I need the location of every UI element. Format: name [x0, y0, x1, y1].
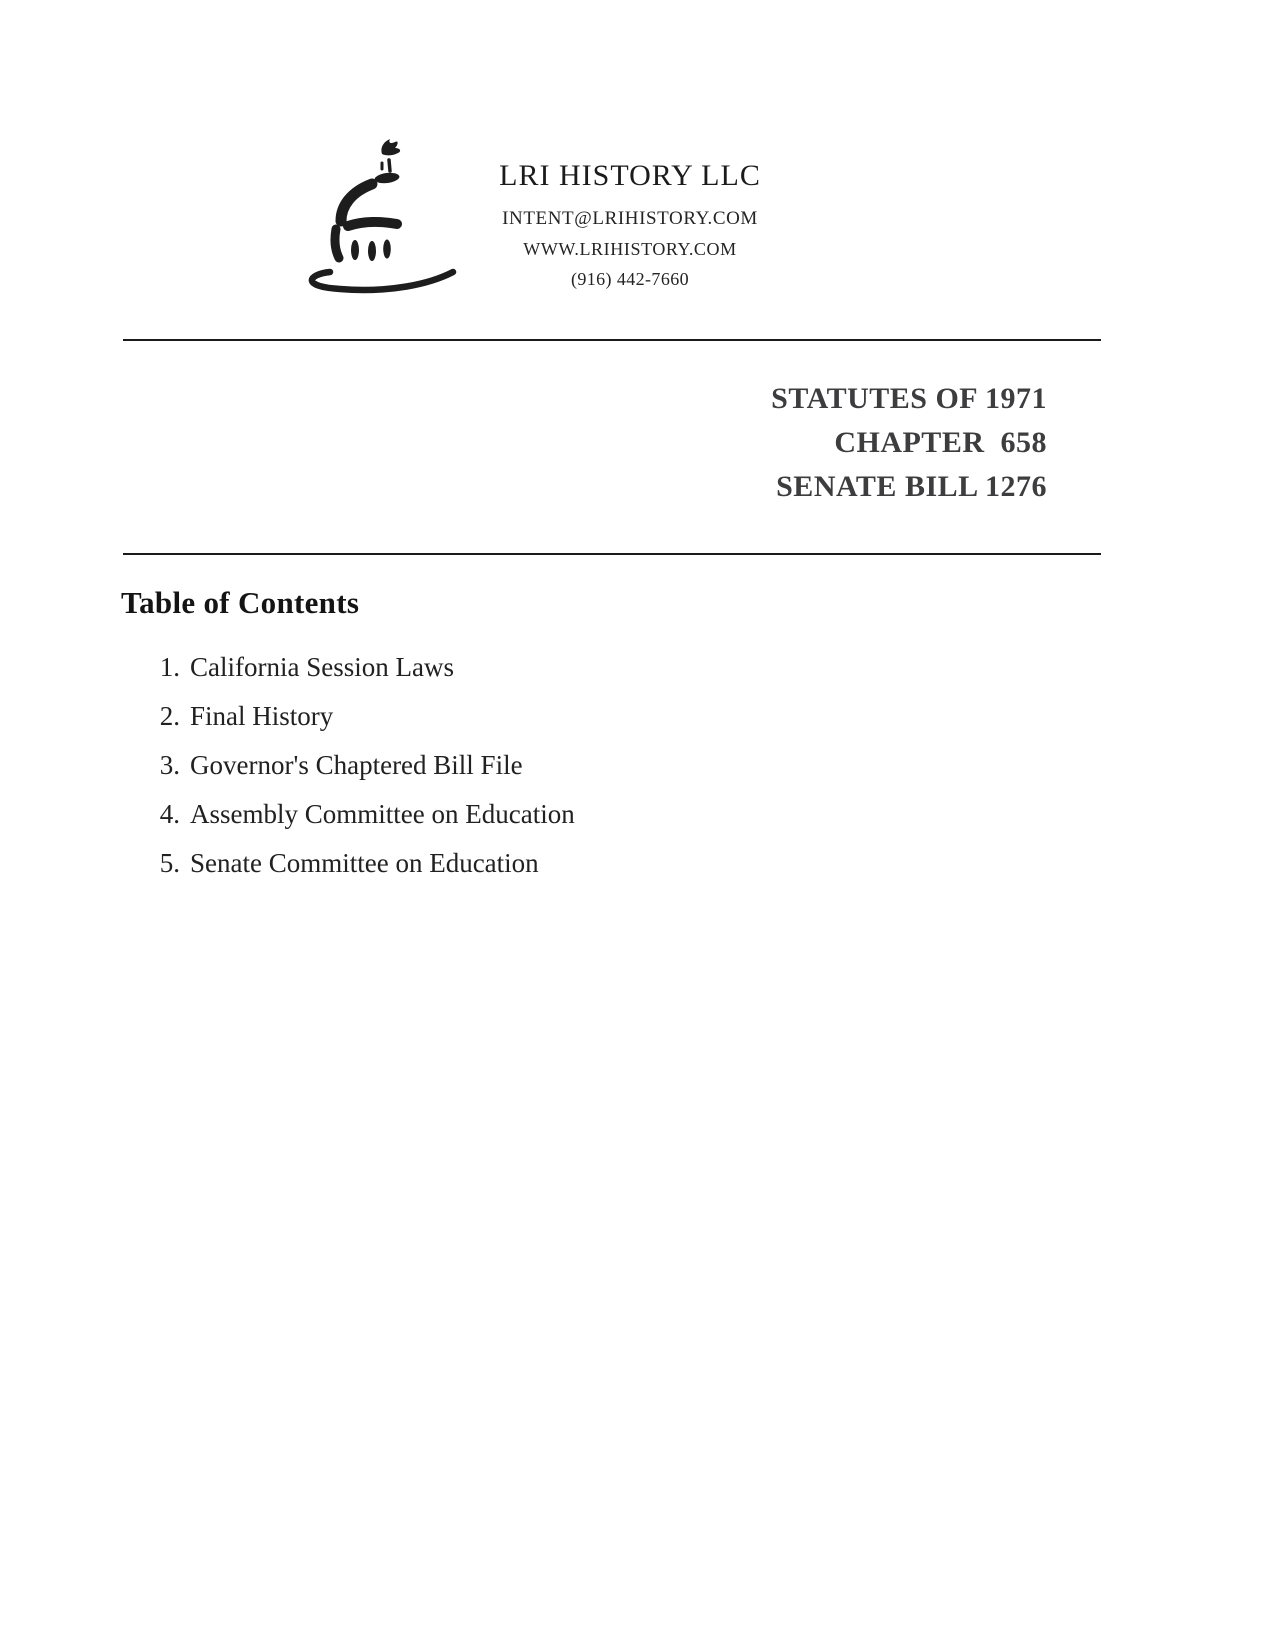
- logo-swoosh-stroke: [312, 272, 453, 290]
- toc-item-label: Assembly Committee on Education: [190, 799, 575, 829]
- company-phone: (916) 442-7660: [570, 269, 690, 289]
- horizontal-rule-bottom: [123, 553, 1101, 555]
- statutes-line: STATUTES OF 1971: [771, 382, 1047, 415]
- horizontal-rule-top: [123, 339, 1101, 341]
- toc-item: [117, 848, 575, 878]
- statute-reference-block: [771, 377, 1047, 509]
- capitol-dome-icon: [298, 126, 460, 298]
- logo-tick-stroke: [389, 160, 390, 171]
- toc-item: [117, 799, 575, 829]
- toc-item-label: Governor's Chaptered Bill File: [190, 750, 523, 780]
- company-logo: [298, 126, 460, 298]
- toc-item: [117, 652, 575, 682]
- toc-item-number: 3.: [159, 750, 180, 780]
- toc-item-number: 5.: [159, 848, 180, 878]
- logo-dome-stroke: [341, 184, 372, 221]
- logo-flag-stroke: [381, 139, 400, 155]
- logo-column-dot: [383, 240, 391, 259]
- toc-item: [117, 701, 575, 731]
- toc-item-number: 2.: [159, 701, 180, 731]
- logo-base-bar-stroke: [348, 222, 397, 226]
- logo-pillar-stroke: [335, 229, 339, 258]
- toc-item: [117, 750, 575, 780]
- toc-item-label: Senate Committee on Education: [190, 848, 539, 878]
- company-email: INTENT@LRIHISTORY.COM: [502, 208, 758, 229]
- senate-bill-line: SENATE BILL 1276: [776, 470, 1047, 503]
- toc-item-number: 4.: [159, 799, 180, 829]
- logo-column-dot: [351, 240, 359, 260]
- toc-item-label: Final History: [190, 701, 334, 731]
- chapter-line: CHAPTER 658: [834, 426, 1047, 459]
- toc-item-label: California Session Laws: [190, 652, 454, 682]
- company-name: LRI HISTORY LLC: [499, 159, 761, 192]
- toc-list: [117, 652, 575, 897]
- logo-column-dot: [368, 241, 376, 261]
- toc-item-number: 1.: [159, 652, 180, 682]
- toc-title: Table of Contents: [121, 585, 360, 620]
- company-website: WWW.LRIHISTORY.COM: [523, 239, 737, 259]
- logo-lantern-shape: [374, 172, 400, 185]
- masthead: [450, 158, 810, 294]
